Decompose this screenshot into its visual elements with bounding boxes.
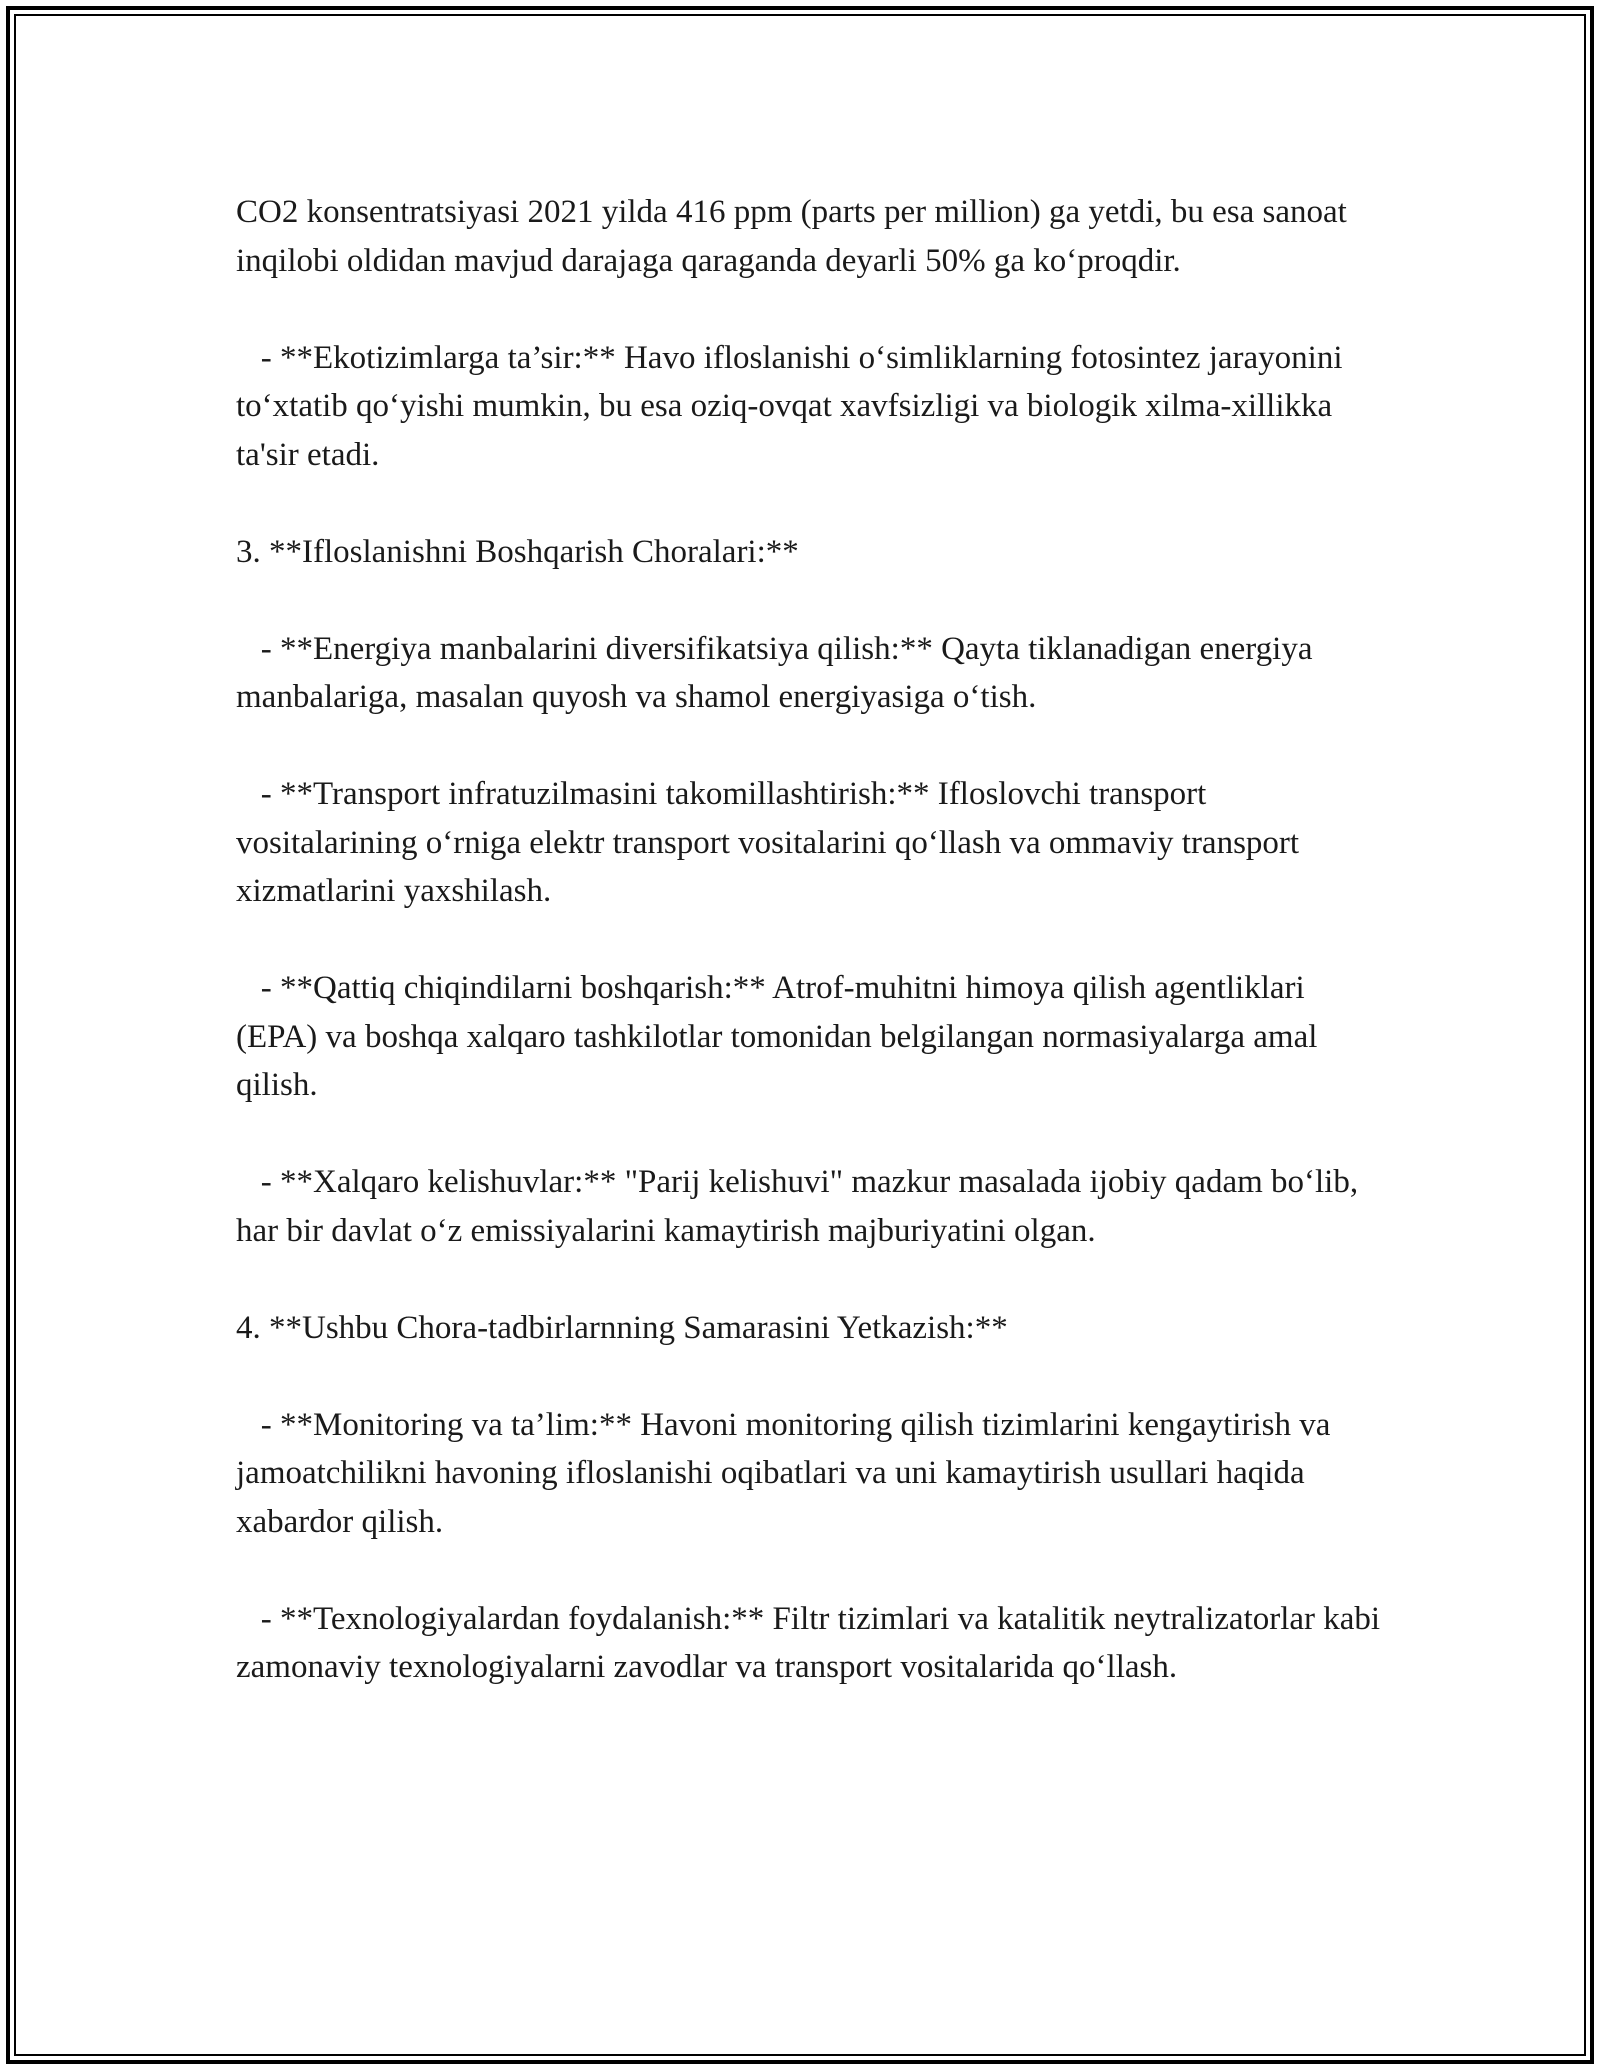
paragraph-international-agreements: - **Xalqaro kelishuvlar:** "Parij kelishuvi" mazkur masalada ijobiy qadam bo‘lib, har bir davlat o‘z emissiyalarini kamaytirish majburiyatini olgan. [236, 1164, 1367, 1249]
document-body [236, 188, 1389, 1692]
paragraph-solid-waste-management: - **Qattiq chiqindilarni boshqarish:** Atrof-muhitni himoya qilish agentliklari (EPA) va boshqa xalqaro tashkilotlar tomonidan belgilangan normasiyalarga amal qilish. [236, 970, 1326, 1103]
paragraph-transport-infrastructure: - **Transport infratuzilmasini takomillashtirish:** Ifloslovchi transport vositalarining o‘rniga elektr transport vositalarini qo‘llash va ommaviy transport xizmatlarini yaxshilash. [236, 776, 1308, 909]
heading-pollution-control-measures: 3. **Ifloslanishni Boshqarish Choralari:** [236, 533, 799, 570]
paragraph-energy-diversification: - **Energiya manbalarini diversifikatsiya qilish:** Qayta tiklanadigan energiya manbalariga, masalan quyosh va shamol energiyasiga o‘tish. [236, 630, 1321, 715]
paragraph-co2-concentration: CO2 konsentratsiyasi 2021 yilda 416 ppm (parts per million) ga yetdi, bu esa sanoat inqilobi oldidan mavjud darajaga qaraganda deyarli 50% ga ko‘proqdir. [236, 194, 1356, 279]
paragraph-technology-use: - **Texnologiyalardan foydalanish:** Filtr tizimlari va katalitik neytralizatorlar kabi zamonaviy texnologiyalarni zavodlar va transport vositalarida qo‘llash. [236, 1600, 1389, 1685]
heading-effectiveness-of-measures: 4. **Ushbu Chora-tadbirlarnning Samarasini Yetkazish:** [236, 1309, 1008, 1346]
paragraph-monitoring-education: - **Monitoring va ta’lim:** Havoni monitoring qilish tizimlarini kengaytirish va jamoatchilikni havoning ifloslanishi oqibatlari va uni kamaytirish usullari haqida xabardor qilish. [236, 1406, 1339, 1540]
paragraph-ecosystem-impact: - **Ekotizimlarga ta’sir:** Havo ifloslanishi o‘simliklarning fotosintez jarayonini to‘xtatib qo‘yishi mumkin, bu esa oziq-ovqat xavfsizligi va biologik xilma-xillikka ta'sir etadi. [236, 339, 1351, 473]
